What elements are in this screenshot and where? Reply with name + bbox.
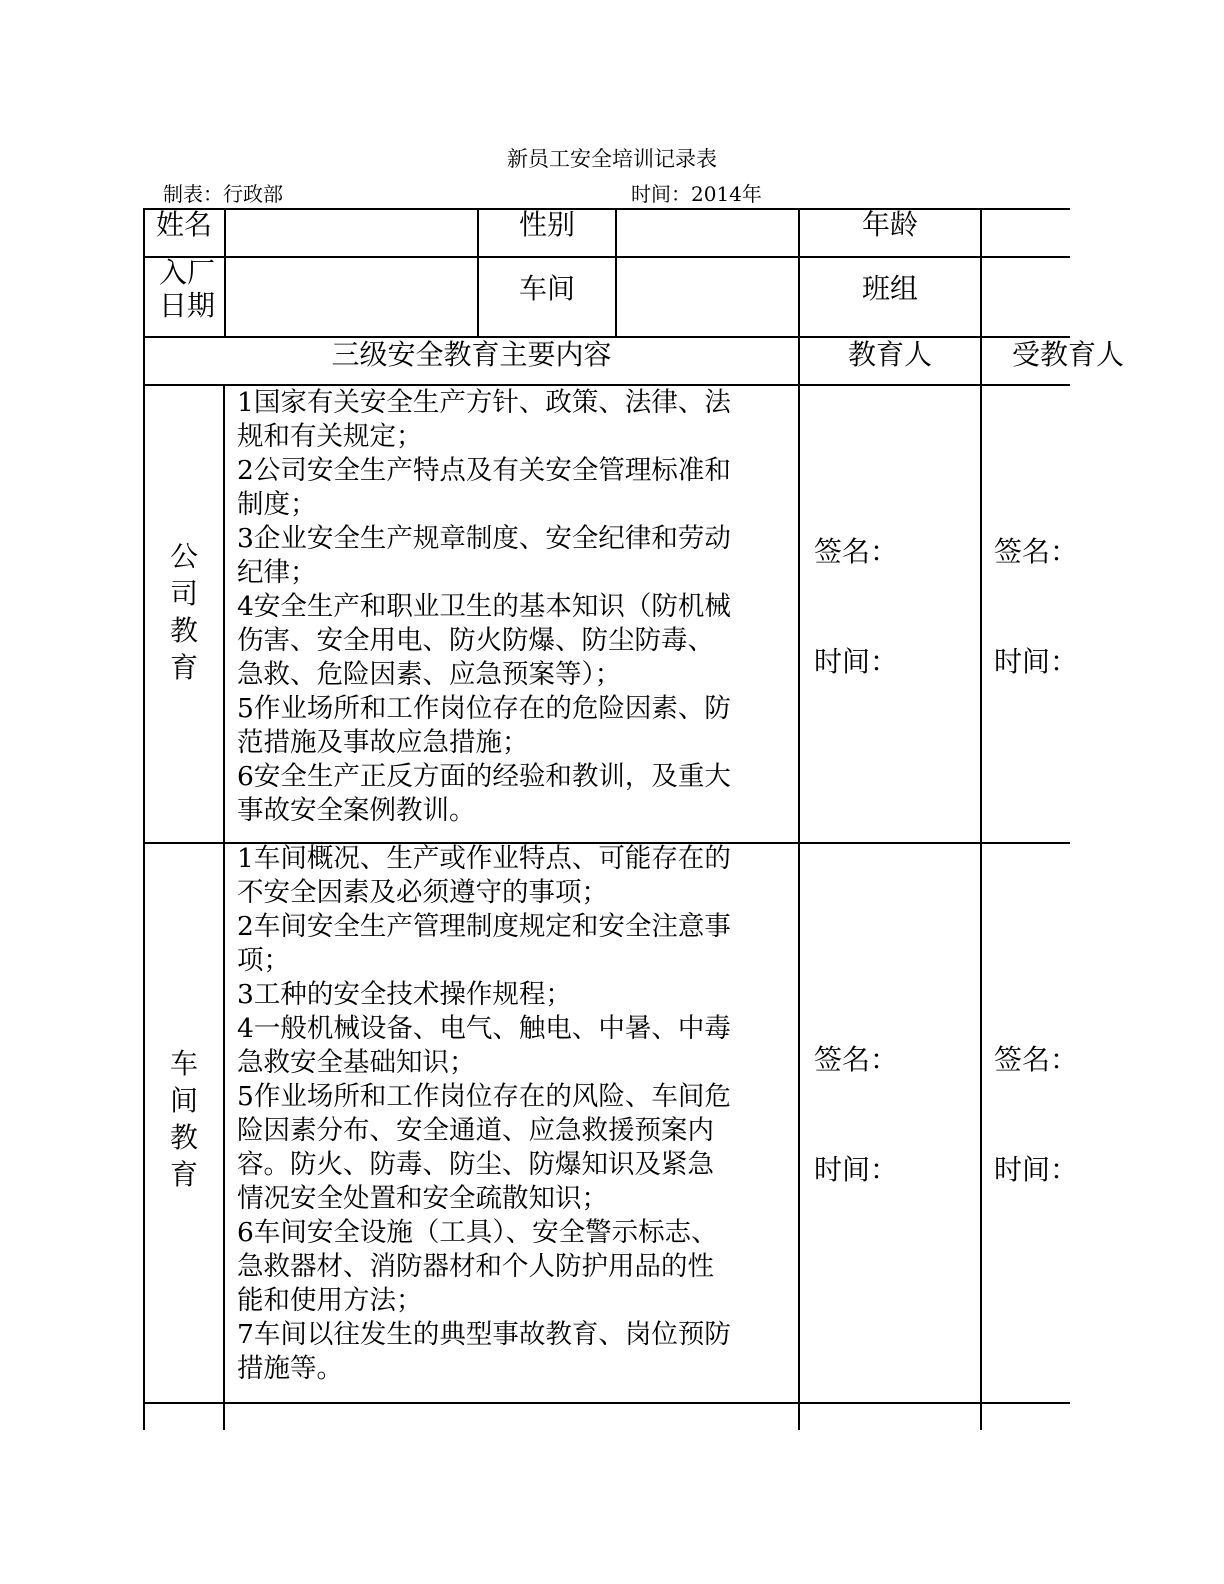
- content-line: 情况安全处置和安全疏散知识；: [237, 1183, 608, 1214]
- content-line: 事故安全案例教训。: [237, 795, 476, 826]
- content-line: 范措施及事故应急措施；: [237, 727, 529, 758]
- content-line: 项；: [237, 945, 290, 976]
- entry-date-label-line2: 日期: [159, 289, 216, 322]
- content-line: 1国家有关安全生产方针、政策、法律、法: [237, 387, 731, 418]
- content-line: 规和有关规定；: [237, 421, 423, 452]
- content-line: 急救器材、消防器材和个人防护用品的性: [237, 1251, 714, 1282]
- age-label: 年龄: [861, 208, 918, 241]
- trainee-header: 受教育人: [1012, 338, 1125, 371]
- content-line: 5作业场所和工作岗位存在的危险因素、防: [237, 693, 731, 724]
- name-label: 姓名: [156, 208, 213, 241]
- workshop-education-label: 车 间 教 育: [169, 1047, 198, 1191]
- content-line: 3工种的安全技术操作规程；: [237, 979, 572, 1010]
- company-education-label: 公 司 教 育: [169, 540, 198, 684]
- content-line: 1车间概况、生产或作业特点、可能存在的: [237, 843, 731, 874]
- workshop-label: 车间: [518, 272, 575, 305]
- content-line: 容。防火、防毒、防尘、防爆知识及紧急: [237, 1149, 714, 1180]
- content-line: 7车间以往发生的典型事故教育、岗位预防: [237, 1319, 731, 1350]
- workshop-trainee-sign: 签名：: [994, 1043, 1079, 1076]
- content-line: 6车间安全设施（工具）、安全警示标志、: [237, 1217, 718, 1248]
- content-line: 2车间安全生产管理制度规定和安全注意事: [237, 911, 731, 942]
- educator-header: 教育人: [847, 338, 932, 371]
- company-trainee-sign: 签名：: [994, 535, 1079, 568]
- workshop-education-content: [237, 842, 731, 1386]
- company-trainee-time: 时间：: [994, 645, 1079, 678]
- form-maker: 制表：行政部: [163, 182, 283, 206]
- form-time: 时间：2014年: [631, 182, 762, 206]
- company-educator-time: 时间：: [814, 645, 899, 678]
- team-label: 班组: [861, 272, 918, 305]
- workshop-educator-sign: 签名：: [814, 1043, 899, 1076]
- content-line: 6安全生产正反方面的经验和教训，及重大: [237, 761, 731, 792]
- content-line: 险因素分布、安全通道、应急救援预案内: [237, 1115, 714, 1146]
- content-line: 措施等。: [237, 1353, 343, 1384]
- content-line: 能和使用方法；: [237, 1285, 423, 1316]
- content-line: 3企业安全生产规章制度、安全纪律和劳动: [237, 523, 731, 554]
- entry-date-label-line1: 入厂: [159, 256, 216, 289]
- workshop-educator-time: 时间：: [814, 1153, 899, 1186]
- content-line: 5作业场所和工作岗位存在的风险、车间危: [237, 1081, 731, 1112]
- content-line: 急救、危险因素、应急预案等）；: [237, 659, 622, 690]
- content-line: 2公司安全生产特点及有关安全管理标准和: [237, 455, 731, 486]
- content-line: 4安全生产和职业卫生的基本知识（防机械: [237, 591, 731, 622]
- gender-label: 性别: [518, 208, 575, 241]
- content-line: 纪律；: [237, 557, 317, 588]
- company-education-content: [237, 386, 731, 828]
- content-line: 不安全因素及必须遵守的事项；: [237, 877, 608, 908]
- workshop-trainee-time: 时间：: [994, 1153, 1079, 1186]
- content-header: 三级安全教育主要内容: [331, 338, 612, 371]
- company-educator-sign: 签名：: [814, 535, 899, 568]
- document-title: 新员工安全培训记录表: [507, 147, 717, 171]
- content-line: 制度；: [237, 489, 317, 520]
- content-line: 4一般机械设备、电气、触电、中暑、中毒: [237, 1013, 731, 1044]
- content-line: 急救安全基础知识；: [237, 1047, 476, 1078]
- content-line: 伤害、安全用电、防火防爆、防尘防毒、: [237, 625, 714, 656]
